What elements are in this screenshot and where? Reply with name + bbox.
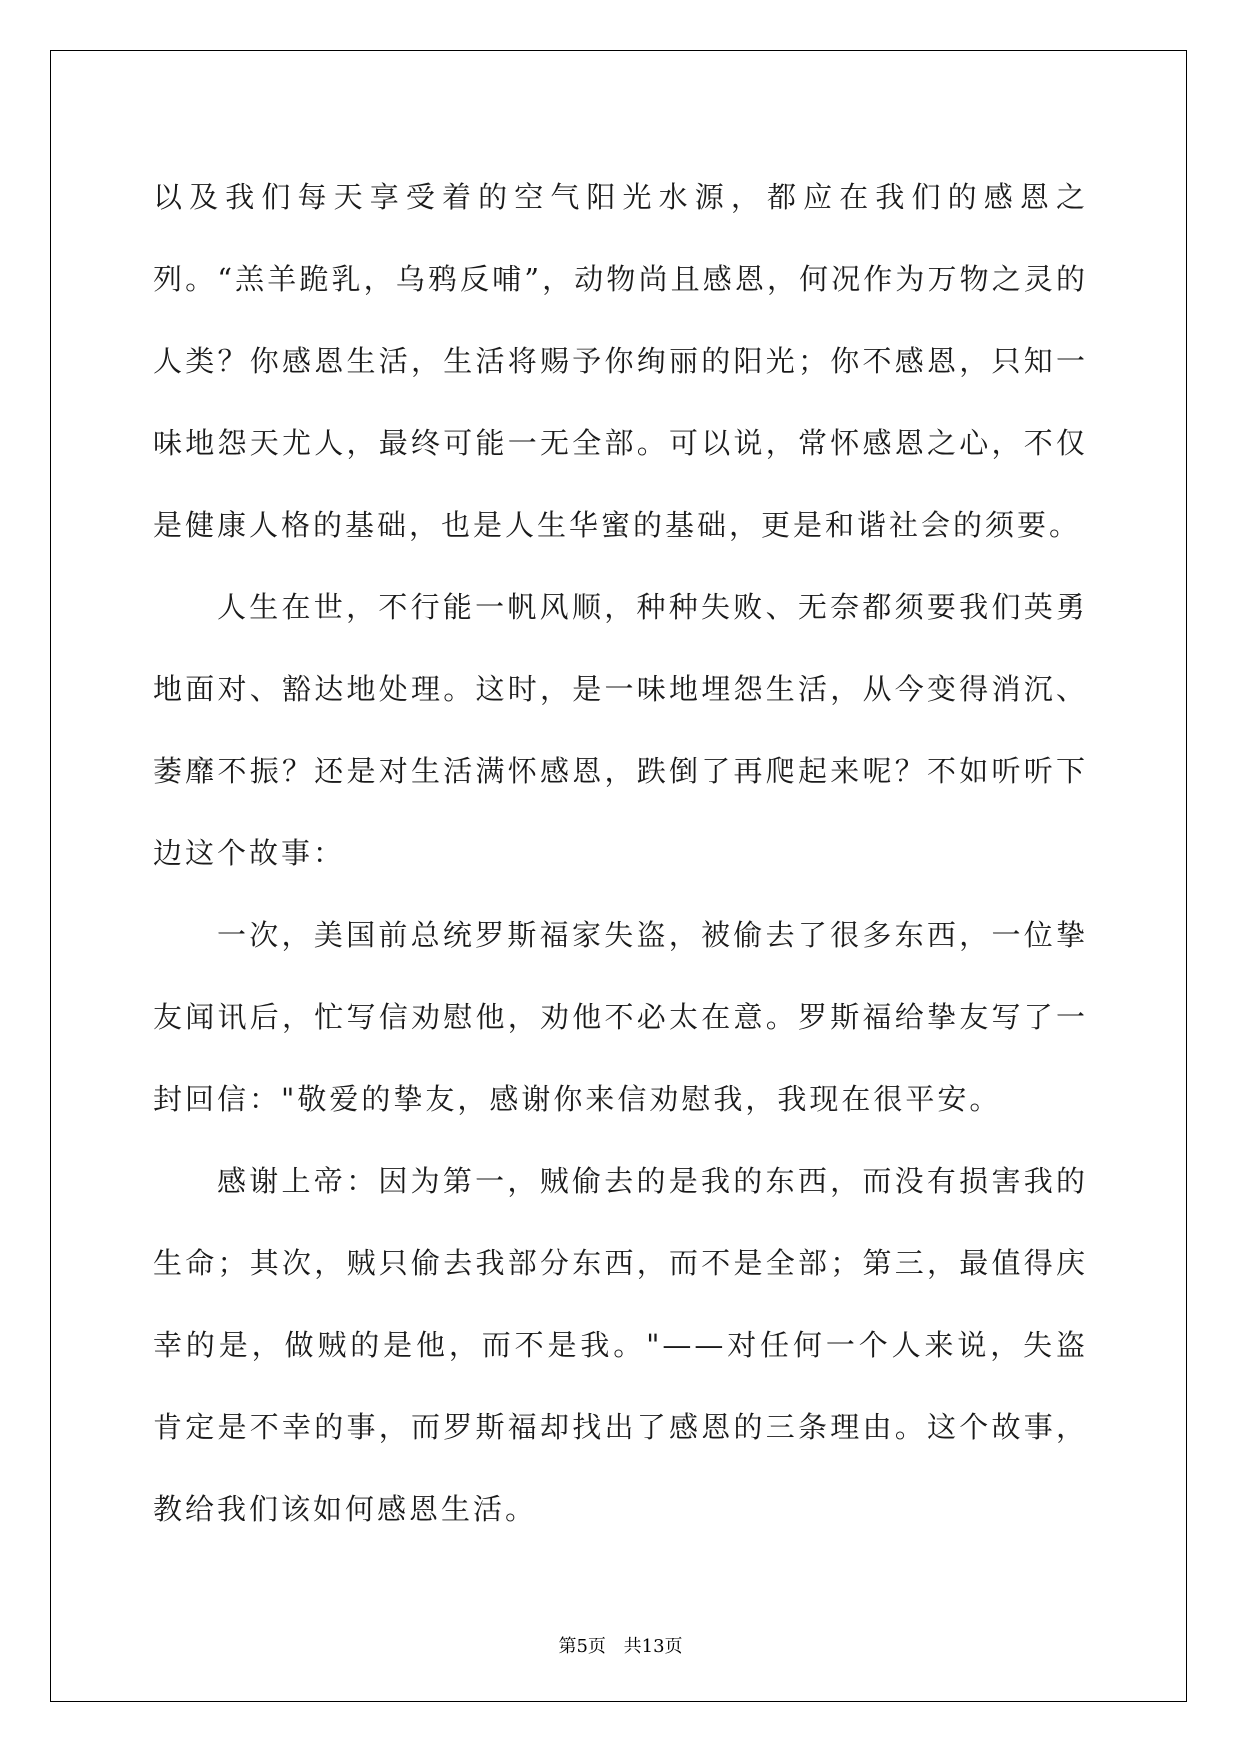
document-body — [153, 156, 1088, 1550]
page-footer — [0, 1632, 1241, 1658]
paragraph-1: 以及我们每天享受着的空气阳光水源，都应在我们的感恩之列。“羔羊跪乳，乌鸦反哺”，动物尚且感恩，何况作为万物之灵的人类？你感恩生活，生活将赐予你绚丽的阳光；你不感恩，只知一味地怨天尤人，最终可能一无全部。可以说，常怀感恩之心，不仅是健康人格的基础，也是人生华蜜的基础，更是和谐社会的须要。 — [153, 180, 1088, 542]
paragraph-2: 人生在世，不行能一帆风顺，种种失败、无奈都须要我们英勇地面对、豁达地处理。这时，是一味地埋怨生活，从今变得消沉、萎靡不振？还是对生活满怀感恩，跌倒了再爬起来呢？不如听听下边这个故事： — [153, 590, 1088, 870]
page-number: 第5页 — [558, 1636, 606, 1657]
paragraph-3: 一次，美国前总统罗斯福家失盗，被偷去了很多东西，一位挚友闻讯后，忙写信劝慰他，劝他不必太在意。罗斯福给挚友写了一封回信："敬爱的挚友，感谢你来信劝慰我，我现在很平安。 — [153, 918, 1088, 1116]
page-total: 共13页 — [623, 1636, 683, 1657]
paragraph-4: 感谢上帝：因为第一，贼偷去的是我的东西，而没有损害我的生命；其次，贼只偷去我部分东西，而不是全部；第三，最值得庆幸的是，做贼的是他，而不是我。"——对任何一个人来说，失盗肯定是不幸的事，而罗斯福却找出了感恩的三条理由。这个故事，教给我们该如何感恩生活。 — [153, 1164, 1088, 1526]
